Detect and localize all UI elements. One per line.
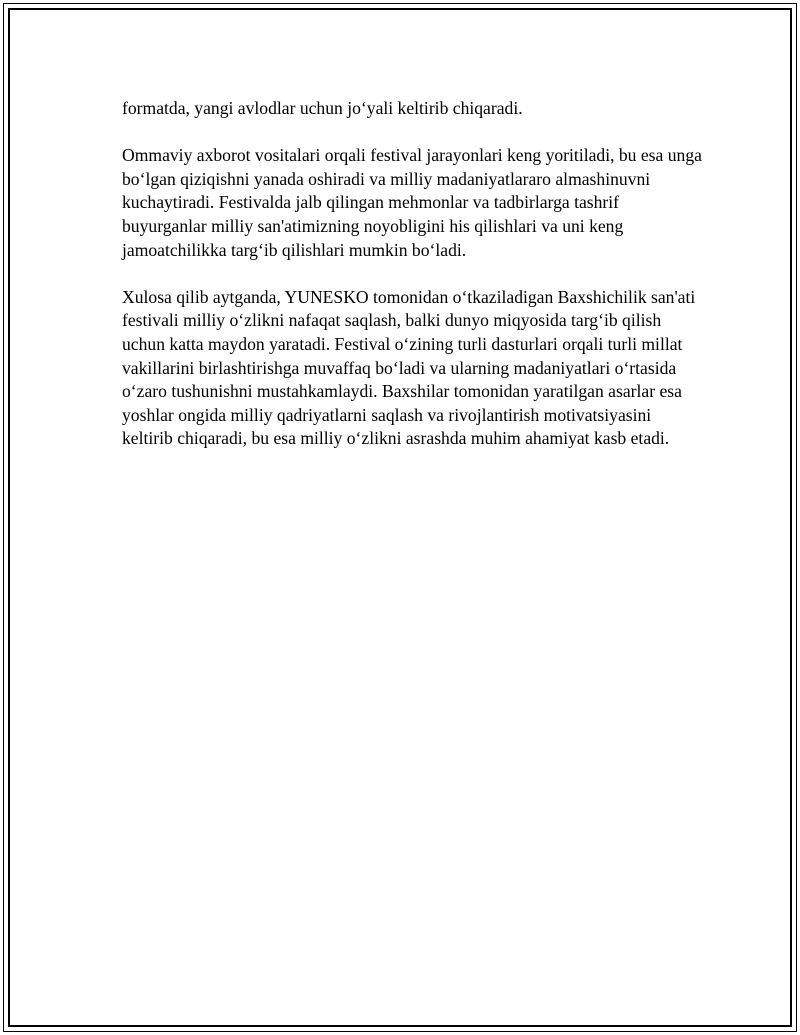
paragraph-media-coverage: Ommaviy axborot vositalari orqali festival jarayonlari keng yoritiladi, bu esa unga bo‘lgan qiziqishni yanada oshiradi va milliy madaniyatlararo almashinuvni kuchaytiradi. Festivalda jalb qilingan mehmonlar va tadbirlarga tashrif buyurganlar milliy san'atimizning noyobligini his qilishlari va uni keng jamoatchilikka targ‘ib qilishlari mumkin bo‘ladi. — [122, 145, 702, 260]
document-page — [3, 3, 797, 1032]
document-body — [122, 97, 702, 475]
paragraph-continuation: formatda, yangi avlodlar uchun jo‘yali keltirib chiqaradi. — [122, 98, 523, 118]
paragraph-conclusion: Xulosa qilib aytganda, YUNESKO tomonidan o‘tkaziladigan Baxshichilik san'ati festivali milliy o‘zlikni nafaqat saqlash, balki dunyo miqyosida targ‘ib qilish uchun katta maydon yaratadi. Festival o‘zining turli dasturlari orqali turli millat vakillarini birlashtirishga muvaffaq bo‘ladi va ularning madaniyatlari o‘rtasida o‘zaro tushunishni mustahkamlaydi. Baxshilar tomonidan yaratilgan asarlar esa yoshlar ongida milliy qadriyatlarni saqlash va rivojlantirish motivatsiyasini keltirib chiqaradi, bu esa milliy o‘zlikni asrashda muhim ahamiyat kasb etadi. — [122, 286, 696, 449]
